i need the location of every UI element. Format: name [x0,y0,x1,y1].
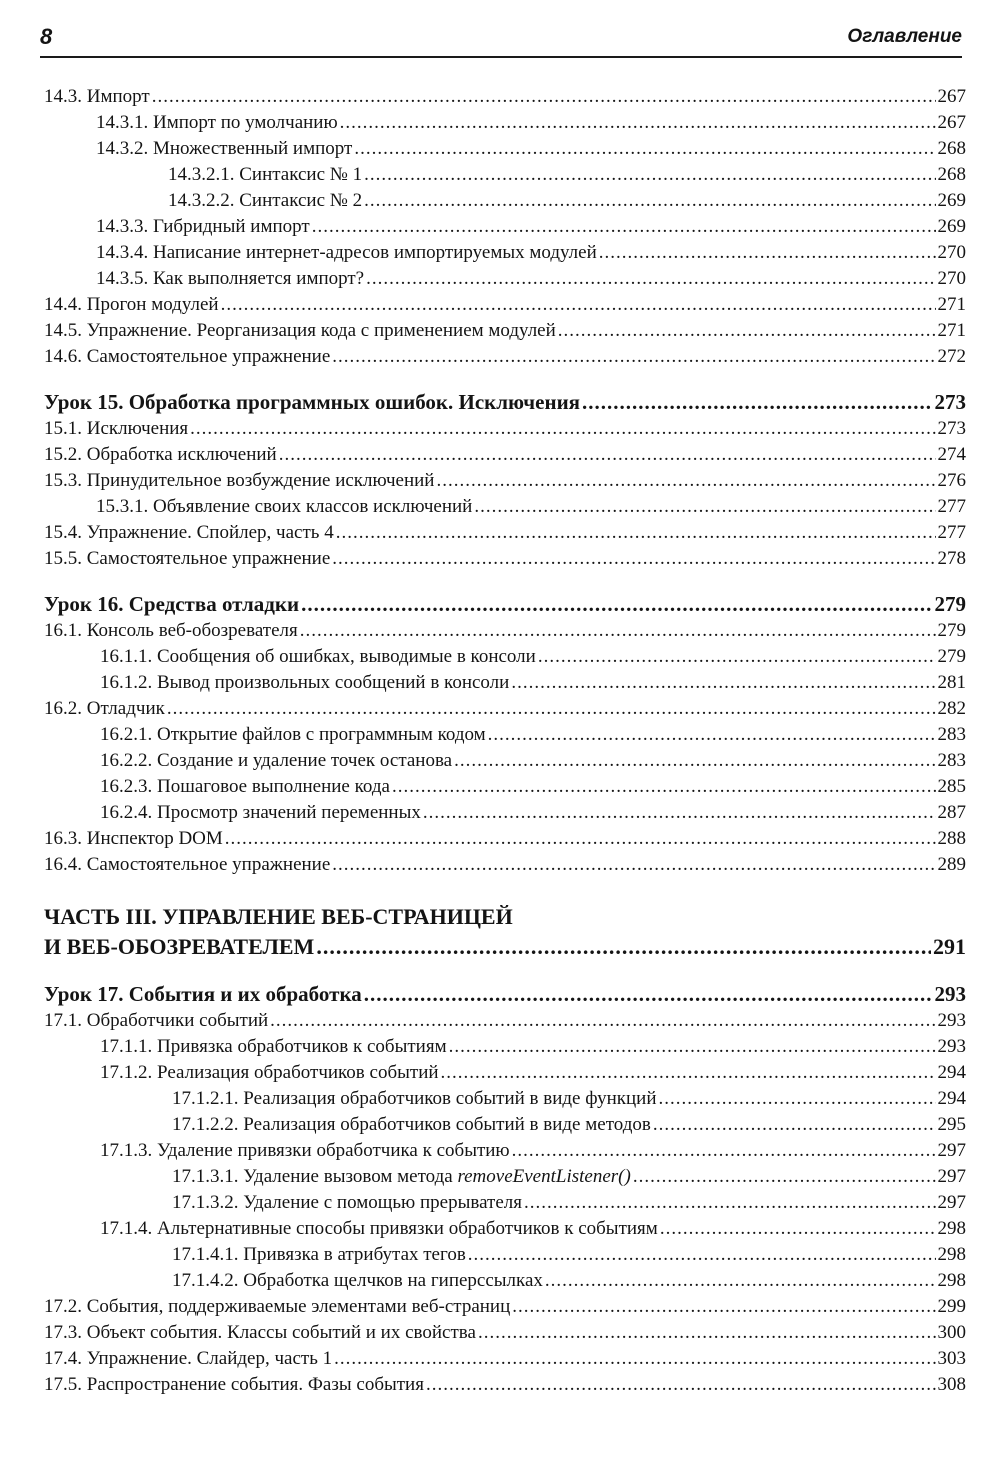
toc-entry-page: 270 [937,242,966,263]
toc-entry [44,1372,966,1398]
toc-entry-page: 298 [937,1218,966,1239]
toc-entry-page: 282 [937,698,966,719]
part-title-line2-row [44,932,966,962]
toc-lesson-16-heading [44,590,966,618]
toc-entry [44,442,966,468]
toc-entry-label: 17.1.2.1. Реализация обработчиков событий в виде функций [172,1088,657,1109]
toc-entry-page: 278 [937,548,966,569]
toc-entry [44,1112,966,1138]
toc-entry-page: 271 [937,320,966,341]
toc-entry-page: 279 [934,592,966,616]
part-title-line1: ЧАСТЬ III. УПРАВЛЕНИЕ ВЕБ-СТРАНИЦЕЙ [44,904,513,929]
toc-entry-page: 277 [937,496,966,517]
page-header [40,24,962,58]
toc-entry-page: 289 [937,854,966,875]
toc-entry-label: 16.1.1. Сообщения об ошибках, выводимые в консоли [100,646,536,667]
toc-entry [44,292,966,318]
toc-section-16 [44,618,966,878]
toc-entry-label: 14.3. Импорт [44,86,150,107]
toc-entry-label: 14.3.2. Множественный импорт [96,138,353,159]
toc-entry-page: 288 [937,828,966,849]
toc-entry-label: Урок 15. Обработка программных ошибок. Исключения [44,390,581,414]
toc-entry-label: 14.4. Прогон модулей [44,294,219,315]
toc-entry-page: 294 [937,1062,966,1083]
toc-entry [44,1138,966,1164]
toc-section-17 [44,1008,966,1398]
toc-entry-page: 293 [934,982,966,1006]
toc-entry-label: 17.5. Распространение события. Фазы события [44,1374,424,1395]
toc-entry [44,84,966,110]
toc-entry [44,520,966,546]
toc-entry [44,1164,966,1190]
toc-entry-page: 273 [937,418,966,439]
running-title: Оглавление [847,26,962,47]
toc-entry-label: 17.1.2. Реализация обработчиков событий [100,1062,439,1083]
toc-entry-label: 15.1. Исключения [44,418,189,439]
toc-entry-page: 276 [937,470,966,491]
toc-entry [44,722,966,748]
toc-entry [44,618,966,644]
toc-entry-page: 267 [937,86,966,107]
toc-entry [44,1060,966,1086]
toc-entry [44,774,966,800]
toc-entry-label: 14.3.5. Как выполняется импорт? [96,268,365,289]
toc-entry-page: 295 [937,1114,966,1135]
toc-entry [44,494,966,520]
toc-entry-label: 16.2.1. Открытие файлов с программным кодом [100,724,486,745]
toc-entry [44,670,966,696]
toc-entry [44,800,966,826]
toc-entry-page: 283 [937,750,966,771]
page-number: 8 [40,24,53,49]
toc-entry-page: 269 [937,190,966,211]
toc-entry-page: 273 [934,390,966,414]
toc-entry-label: 14.3.1. Импорт по умолчанию [96,112,338,133]
toc-entry-label: 17.1.4.2. Обработка щелчков на гиперссылках [172,1270,543,1291]
toc-entry-page: 268 [937,164,966,185]
toc-entry-page: 293 [937,1036,966,1057]
toc-entry-label: 14.5. Упражнение. Реорганизация кода с применением модулей [44,320,556,341]
toc-entry-label: 15.5. Самостоятельное упражнение [44,548,331,569]
toc-entry-label: 14.3.4. Написание интернет-адресов импортируемых модулей [96,242,597,263]
toc-entry-label: 16.2.4. Просмотр значений переменных [100,802,421,823]
toc-entry-page: 283 [937,724,966,745]
toc-entry-label: 14.3.2.1. Синтаксис № 1 [168,164,363,185]
toc-entry-page: 279 [937,620,966,641]
toc-entry-label: 17.1.3.2. Удаление с помощью прерывателя [172,1192,522,1213]
toc-entry-label: 16.2.3. Пошаговое выполнение кода [100,776,390,797]
toc-entry-label: 17.1.1. Привязка обработчиков к событиям [100,1036,447,1057]
toc-entry [44,318,966,344]
toc-entry-label: 17.1.4.1. Привязка в атрибутах тегов [172,1244,466,1265]
toc-entry-label: 15.4. Упражнение. Спойлер, часть 4 [44,522,334,543]
toc-entry-page: 298 [937,1270,966,1291]
toc-entry-page: 272 [937,346,966,367]
toc-entry-page: 277 [937,522,966,543]
toc-entry-label: 16.2.2. Создание и удаление точек останова [100,750,453,771]
toc-entry [44,1008,966,1034]
toc-entry-label: Урок 17. События и их обработка [44,982,362,1006]
toc-entry [44,1320,966,1346]
toc-entry-page: 303 [937,1348,966,1369]
toc-entry-label: 17.1.3. Удаление привязки обработчика к событию [100,1140,510,1161]
toc-entry [44,1294,966,1320]
toc-entry [44,468,966,494]
toc-entry [44,266,966,292]
toc-entry-label: 17.1. Обработчики событий [44,1010,269,1031]
toc-entry-page: 308 [937,1374,966,1395]
toc-entry [44,1034,966,1060]
toc-entry-page: 270 [937,268,966,289]
toc-lesson-17-heading [44,980,966,1008]
toc-entry-page: 285 [937,776,966,797]
toc-entry [44,748,966,774]
toc-entry [44,110,966,136]
toc-entry [44,416,966,442]
toc-entry-label: 15.3. Принудительное возбуждение исключений [44,470,435,491]
toc-entry [44,188,966,214]
toc-entry-page: 294 [937,1088,966,1109]
toc-entry [44,852,966,878]
toc-entry-page: 300 [937,1322,966,1343]
toc-entry [44,1242,966,1268]
toc-entry-label: 16.4. Самостоятельное упражнение [44,854,331,875]
toc-entry-page: 297 [937,1166,966,1187]
toc-entry-label: 16.1.2. Вывод произвольных сообщений в консоли [100,672,510,693]
toc-entry-page: 269 [937,216,966,237]
toc-part-3-heading [44,902,966,962]
toc-entry-label: 14.3.3. Гибридный импорт [96,216,310,237]
table-of-contents [44,84,966,1398]
toc-entry-label: 16.1. Консоль веб-обозревателя [44,620,298,641]
toc-entry-page: 291 [933,934,966,959]
toc-entry-label: 17.1.3.1. Удаление вызовом метода [172,1166,458,1187]
toc-entry-page: 287 [937,802,966,823]
toc-entry-label: 17.1.2.2. Реализация обработчиков событий в виде методов [172,1114,651,1135]
toc-entry-page: 267 [937,112,966,133]
toc-entry-page: 297 [937,1192,966,1213]
toc-entry-label: 15.2. Обработка исключений [44,444,277,465]
toc-entry-label-italic: removeEventListener() [457,1166,631,1187]
toc-entry-label: 16.2. Отладчик [44,698,165,719]
toc-section-14 [44,84,966,370]
toc-entry-page: 293 [937,1010,966,1031]
toc-entry-page: 279 [937,646,966,667]
toc-section-15 [44,416,966,572]
toc-lesson-15-heading [44,388,966,416]
toc-entry [44,1086,966,1112]
toc-entry [44,546,966,572]
toc-entry [44,344,966,370]
toc-entry-label: Урок 16. Средства отладки [44,592,300,616]
toc-entry [44,644,966,670]
toc-entry-label: 17.3. Объект события. Классы событий и их свойства [44,1322,476,1343]
part-title-line2: И ВЕБ-ОБОЗРЕВАТЕЛЕМ [44,934,315,959]
toc-entry-page: 297 [937,1140,966,1161]
toc-entry [44,214,966,240]
toc-entry [44,240,966,266]
toc-entry [44,696,966,722]
toc-entry-label: 15.3.1. Объявление своих классов исключений [96,496,473,517]
toc-entry [44,826,966,852]
toc-entry [44,1216,966,1242]
toc-entry-label: 16.3. Инспектор DOM [44,828,223,849]
toc-entry-page: 299 [937,1296,966,1317]
toc-entry-page: 298 [937,1244,966,1265]
toc-entry-label: 14.6. Самостоятельное упражнение [44,346,331,367]
toc-entry-page: 271 [937,294,966,315]
toc-entry [44,1268,966,1294]
toc-entry-page: 268 [937,138,966,159]
toc-entry [44,1190,966,1216]
toc-entry [44,162,966,188]
toc-entry-label: 17.2. События, поддерживаемые элементами веб-страниц [44,1296,511,1317]
toc-entry-label: 17.4. Упражнение. Слайдер, часть 1 [44,1348,333,1369]
toc-entry-page: 274 [937,444,966,465]
toc-entry [44,136,966,162]
toc-entry-page: 281 [937,672,966,693]
toc-entry-label: 17.1.4. Альтернативные способы привязки обработчиков к событиям [100,1218,658,1239]
toc-entry-label: 14.3.2.2. Синтаксис № 2 [168,190,363,211]
toc-entry [44,1346,966,1372]
